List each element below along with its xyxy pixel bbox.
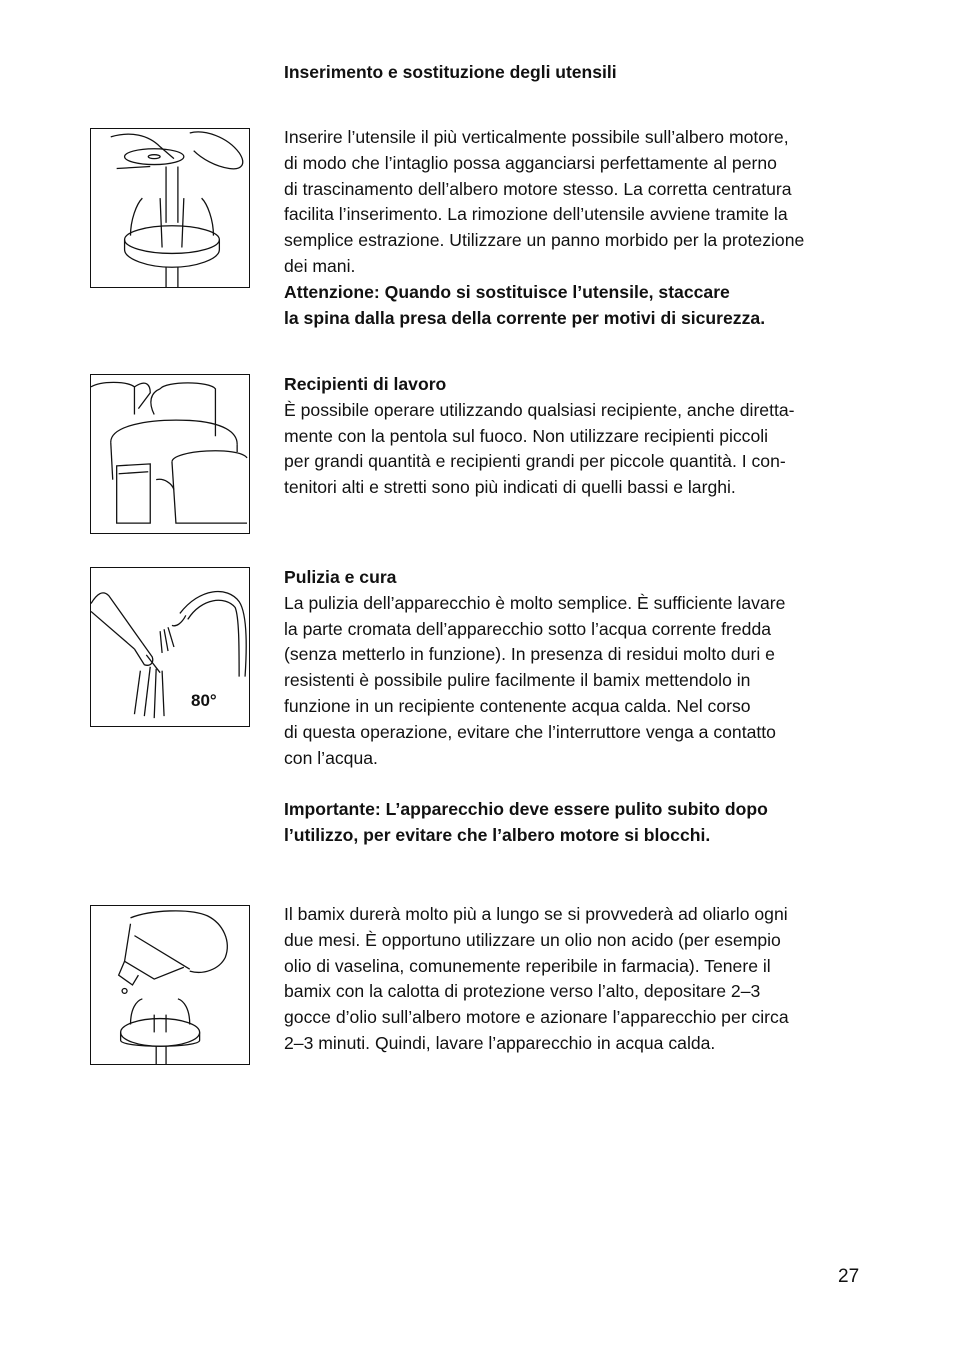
section2-line: tenitori alti e stretti sono più indicati di quelli bassi e larghi. [284,477,736,498]
important-line: l’utilizzo, per evitare che l’albero motore si blocchi. [284,824,711,845]
section3-line: la parte cromata dell’apparecchio sotto l’acqua corrente fredda [284,618,772,639]
section1-line: di trascinamento dell’albero motore stesso. La corretta centratura [284,178,792,199]
containers-icon [91,375,249,533]
section3-line: La pulizia dell’apparecchio è molto semplice. È sufficiente lavare [284,592,786,613]
spacer [284,771,864,797]
warning-line: Attenzione: Quando si sostituisce l’utensile, staccare [284,281,730,302]
oiling-illustration [90,905,250,1065]
section3-line: funzione in un recipiente contenente acqua calda. Nel corso [284,695,751,716]
section1-line: dei mani. [284,255,356,276]
section3-line: con l’acqua. [284,747,378,768]
section3-line: resistenti è possibile pulire facilmente il bamix mettendolo in [284,670,751,691]
cleaning-illustration [90,567,250,727]
containers-illustration [90,374,250,534]
section1-line: di modo che l’intaglio possa agganciarsi perfettamente al perno [284,152,777,173]
temperature-label: 80° [191,691,217,710]
section1-body [284,125,864,331]
tool-insertion-illustration [90,128,250,288]
faucet-cleaning-icon [91,568,249,726]
section3-title: Pulizia e cura [284,567,397,587]
section3-line: di questa operazione, evitare che l’interruttore venga a contatto [284,721,776,742]
section2-title: Recipienti di lavoro [284,374,447,394]
section2-line: per grandi quantità e recipienti grandi per piccole quantità. I con- [284,451,786,472]
section4-line: due mesi. È opportuno utilizzare un olio non acido (per esempio [284,929,781,950]
section1-line: Inserire l’utensile il più verticalmente possibile sull’albero motore, [284,127,789,147]
section4-line: olio di vaselina, comunemente reperibile in farmacia). Tenere il [284,955,771,976]
section2-body [284,372,864,501]
section1-line: facilita l’inserimento. La rimozione dell’utensile avviene tramite la [284,204,788,225]
section3-body [284,565,864,849]
section4-line: 2–3 minuti. Quindi, lavare l’apparecchio in acqua calda. [284,1032,716,1053]
section2-line: mente con la pentola sul fuoco. Non utilizzare recipienti piccoli [284,425,769,446]
section4-line: Il bamix durerà molto più a lungo se si provvederà ad oliarlo ogni [284,904,788,924]
page-number: 27 [838,1266,860,1287]
section4-body [284,902,864,1057]
tool-insertion-icon [91,129,249,287]
section-title-utensili: Inserimento e sostituzione degli utensili [284,62,617,82]
important-line: Importante: L’apparecchio deve essere pulito subito dopo [284,799,768,820]
section3-line: (senza metterlo in funzione). In presenza di residui molto duri e [284,644,775,665]
section4-line: gocce d’olio sull’albero motore e azionare l’apparecchio per circa [284,1007,789,1028]
oil-bottle-icon [91,906,249,1064]
section1-line: semplice estrazione. Utilizzare un panno morbido per la protezione [284,230,805,251]
section2-line: È possibile operare utilizzando qualsiasi recipiente, anche diretta- [284,399,795,420]
section4-line: bamix con la calotta di protezione verso l’alto, depositare 2–3 [284,981,761,1002]
warning-line: la spina dalla presa della corrente per motivi di sicurezza. [284,307,766,328]
